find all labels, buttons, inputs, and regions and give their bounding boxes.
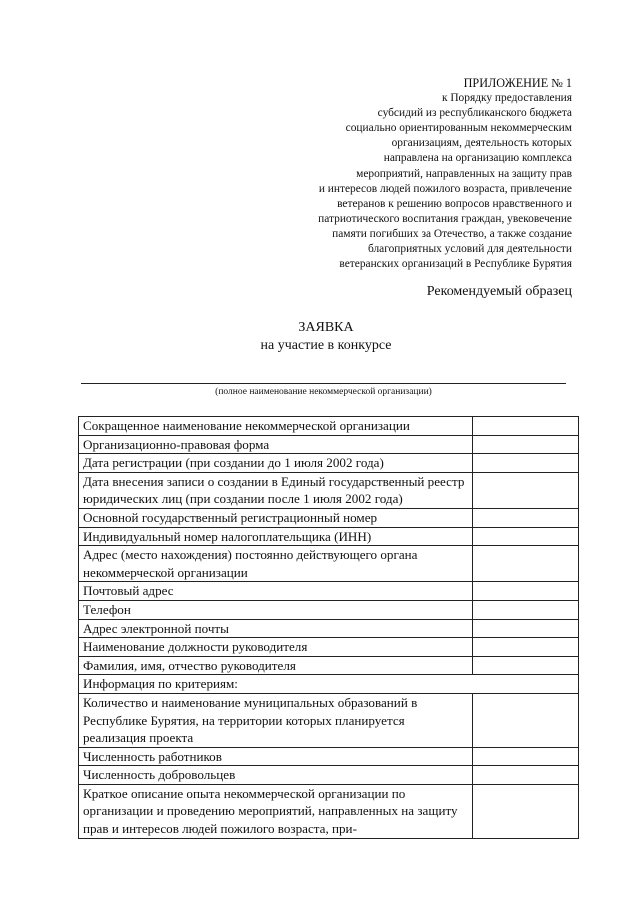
form-row-label: Фамилия, имя, отчество руководителя (79, 656, 473, 675)
form-row (79, 546, 579, 582)
form-row (79, 527, 579, 546)
form-row-label: Организационно-правовая форма (79, 435, 473, 454)
form-row-value-cell[interactable] (473, 766, 579, 785)
form-row (79, 656, 579, 675)
form-row-label: Численность работников (79, 747, 473, 766)
form-row-label: Адрес (место нахождения) постоянно действующего органа некоммерческой организации (79, 546, 473, 582)
form-row-label: Индивидуальный номер налогоплательщика (ИНН) (79, 527, 473, 546)
appendix-line: организациям, деятельность которых (391, 137, 572, 150)
form-row-value-cell[interactable] (473, 747, 579, 766)
form-row-label: Информация по критериям: (79, 675, 579, 694)
form-row-value-cell[interactable] (473, 582, 579, 601)
form-row-label: Дата внесения записи о создании в Единый государственный реестр юридических лиц (при создании после 1 июля 2002 года) (79, 472, 473, 508)
form-row-value-cell[interactable] (473, 454, 579, 473)
appendix-line: мероприятий, направленных на защиту прав (356, 167, 572, 180)
form-row (79, 784, 579, 838)
form-row-value-input[interactable] (477, 418, 574, 434)
appendix-line: направлена на организацию комплекса (383, 152, 572, 165)
form-row-label: Численность добровольцев (79, 766, 473, 785)
form-row (79, 766, 579, 785)
form-row-value-input[interactable] (477, 583, 574, 599)
appendix-line: к Порядку предоставления (441, 92, 572, 105)
form-row (79, 454, 579, 473)
appendix-line: памяти погибших за Отечество, а также создание (332, 227, 572, 240)
form-row (79, 693, 579, 747)
form-row-value-input[interactable] (477, 510, 574, 526)
org-name-fill-line[interactable] (81, 383, 566, 384)
application-form-table (78, 416, 579, 839)
form-row-value-cell[interactable] (473, 472, 579, 508)
form-row-label: Адрес электронной почты (79, 619, 473, 638)
form-row-value-cell[interactable] (473, 527, 579, 546)
form-row-value-cell[interactable] (473, 417, 579, 436)
form-row-value-cell[interactable] (473, 508, 579, 527)
sample-label: Рекомендуемый образец (426, 284, 572, 299)
appendix-header (232, 76, 572, 272)
form-row-value-input[interactable] (477, 474, 574, 490)
form-row-value-cell[interactable] (473, 784, 579, 838)
form-row-label: Основной государственный регистрационный номер (79, 508, 473, 527)
form-row-value-input[interactable] (477, 455, 574, 471)
form-row-label: Сокращенное наименование некоммерческой организации (79, 417, 473, 436)
form-row-value-cell[interactable] (473, 656, 579, 675)
form-row-value-input[interactable] (477, 529, 574, 545)
document-title: ЗАЯВКА (298, 320, 354, 335)
form-row-value-cell[interactable] (473, 435, 579, 454)
form-row-value-input[interactable] (477, 695, 574, 711)
form-row-label: Количество и наименование муниципальных образований в Республике Бурятия, на территории которых планируется реализация проекта (79, 693, 473, 747)
form-row-label: Дата регистрации (при создании до 1 июля 2002 года) (79, 454, 473, 473)
form-row (79, 435, 579, 454)
appendix-line: и интересов людей пожилого возраста, привлечение (318, 182, 572, 195)
form-row-value-input[interactable] (477, 786, 574, 802)
form-row-label: Телефон (79, 600, 473, 619)
document-subtitle: на участие в конкурсе (260, 338, 392, 353)
form-row-value-cell[interactable] (473, 600, 579, 619)
form-row-value-input[interactable] (477, 547, 574, 563)
form-row-value-cell[interactable] (473, 619, 579, 638)
appendix-line: субсидий из республиканского бюджета (377, 107, 572, 120)
form-row-value-cell[interactable] (473, 693, 579, 747)
form-row (79, 600, 579, 619)
form-row (79, 508, 579, 527)
appendix-line: патриотического воспитания граждан, увековечение (318, 212, 572, 225)
form-row-value-input[interactable] (477, 602, 574, 618)
form-row-value-cell[interactable] (473, 546, 579, 582)
form-row (79, 747, 579, 766)
form-row-value-input[interactable] (477, 621, 574, 637)
appendix-line: благоприятных условий для деятельности (367, 243, 572, 256)
form-row-label: Краткое описание опыта некоммерческой организации по организации и проведению мероприятий, направленных на защиту прав и интересов людей пожилого возраста, при- (79, 784, 473, 838)
form-row (79, 675, 579, 694)
form-row (79, 582, 579, 601)
appendix-line: ветеранов к решению вопросов нравственного и (337, 197, 572, 210)
form-row-value-cell[interactable] (473, 638, 579, 657)
appendix-line: ветеранских организаций в Республике Бурятия (339, 258, 572, 271)
form-row-value-input[interactable] (477, 639, 574, 655)
appendix-title: ПРИЛОЖЕНИЕ № 1 (463, 76, 572, 90)
form-row-value-input[interactable] (477, 767, 574, 783)
form-row-value-input[interactable] (477, 658, 574, 674)
form-row (79, 472, 579, 508)
org-name-caption: (полное наименование некоммерческой организации) (215, 387, 432, 397)
appendix-line: социально ориентированным некоммерческим (345, 122, 572, 135)
form-row (79, 417, 579, 436)
form-row-value-input[interactable] (477, 437, 574, 453)
form-row-label: Почтовый адрес (79, 582, 473, 601)
form-row (79, 638, 579, 657)
form-row (79, 619, 579, 638)
form-row-value-input[interactable] (477, 749, 574, 765)
form-row-label: Наименование должности руководителя (79, 638, 473, 657)
